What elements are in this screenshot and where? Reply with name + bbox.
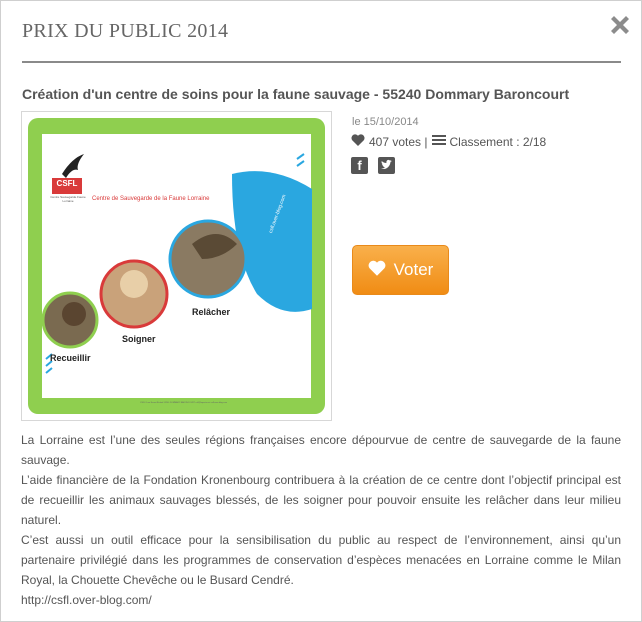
poster-content [42,134,311,404]
vote-button[interactable] [352,245,449,295]
social-share [351,157,395,174]
poster-step-relacher: Relâcher [192,307,231,317]
description-paragraph-1: La Lorraine est l’une des seules régions françaises encore dépourvue de centre de sauvegarde de la faune sauvage. [21,433,621,467]
poster-blog: csfl.over-blog.com [268,193,288,235]
ranking-icon [432,134,446,149]
project-title: Création d'un centre de soins pour la faune sauvage - 55240 Dommary Baroncourt [22,86,570,102]
project-description [21,430,621,610]
modal-title: PRIX DU PUBLIC 2014 [22,20,229,42]
project-link[interactable]: http://csfl.over-blog.com/ [21,593,152,607]
poster-logo-sub: Centre Sauvegarde Faune Lorraine [50,195,86,203]
vote-stats [351,134,546,149]
twitter-icon[interactable] [378,157,395,174]
poster-logo-text: CSFL [56,179,78,188]
description-paragraph-3: C’est aussi un outil efficace pour la sensibilisation du public au respect de l’environnement, ainsi qu’un partenaire privilégié dans les programmes de conservation d’espèces menacées en Lorraine comme le Milan Royal, la Chouette Chevêche ou le Busard Cendré. [21,533,621,587]
title-divider [22,61,621,63]
description-paragraph-2: L’aide financière de la Fondation Kronenbourg contribuera à la création de ce centre dont l’objectif principal est de recueillir les animaux sauvages blessés, de les soigner pour pouvoir ensuite les relâcher dans leur milieu naturel. [21,473,621,527]
heart-icon [351,134,365,149]
vote-button-label: Voter [393,260,434,279]
facebook-icon[interactable]: f [351,157,368,174]
vote-count: 407 votes | [369,134,428,149]
poster-step-recueillir: Recueillir [50,353,91,363]
close-icon[interactable] [607,12,633,38]
poster-footer: CSFL 8 rue Ernest Bichatt 55240 DOMMARY BARONCOURT csfl@laposte.net csfl.over-blog.com [140,402,228,404]
project-image [21,111,332,421]
heart-icon [368,260,386,281]
poster-step-soigner: Soigner [122,334,156,344]
ranking: Classement : 2/18 [449,134,547,149]
publish-date: le 15/10/2014 [352,116,419,128]
poster-header: Centre de Sauvegarde de la Faune Lorraine [92,196,210,202]
poster-green-frame [28,118,325,414]
